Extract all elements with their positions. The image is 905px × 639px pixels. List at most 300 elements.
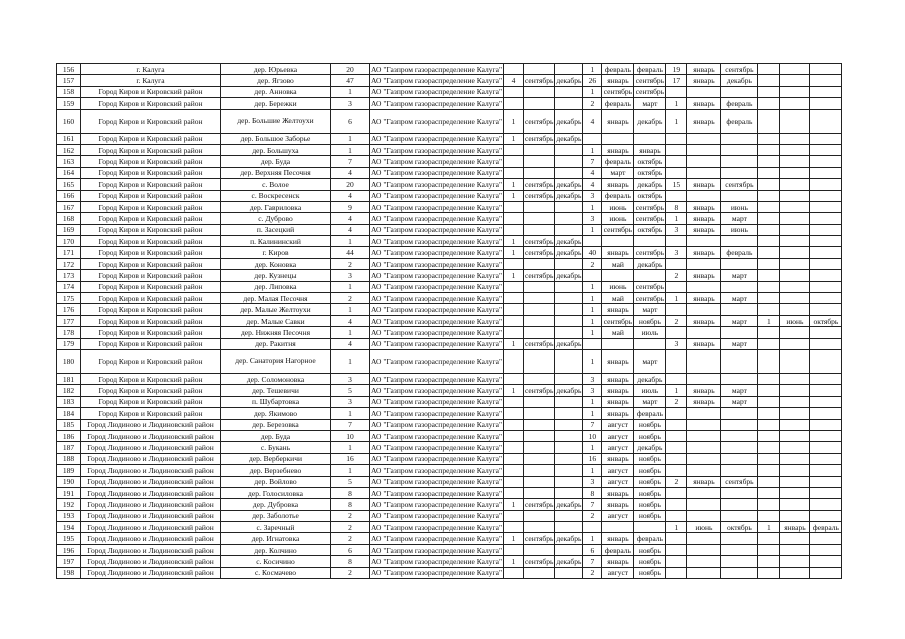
district-cell: Город Людиново и Людиновский район bbox=[81, 419, 221, 430]
s4-start-cell bbox=[780, 510, 810, 521]
s1-end-cell bbox=[555, 476, 583, 487]
s2-end-cell: декабрь bbox=[634, 373, 666, 384]
s3-end-cell bbox=[721, 190, 758, 201]
s2-start-cell: январь bbox=[602, 408, 634, 419]
table-row bbox=[57, 201, 842, 212]
s2-start-cell: январь bbox=[602, 499, 634, 510]
s1-start-cell: сентябрь bbox=[524, 109, 555, 133]
operator-cell: АО "Газпром газораспределение Калуга" bbox=[371, 157, 503, 167]
s2-start-cell: январь bbox=[602, 304, 634, 315]
s2-start-cell bbox=[602, 338, 634, 349]
s1-end-cell bbox=[555, 86, 583, 97]
s2-end-cell: ноябрь bbox=[634, 487, 666, 498]
s2-end-cell: март bbox=[634, 396, 666, 407]
s2-end-cell: март bbox=[634, 304, 666, 315]
s1-end-cell bbox=[555, 465, 583, 476]
s2-end-cell: ноябрь bbox=[634, 419, 666, 430]
s3-start-cell: январь bbox=[687, 75, 721, 86]
s3-end-cell bbox=[721, 567, 758, 578]
s3-qty-cell: 2 bbox=[666, 476, 687, 487]
s3-start-cell bbox=[687, 419, 721, 430]
operator-cell: АО "Газпром газораспределение Калуга" bbox=[371, 454, 503, 464]
s4-qty-cell bbox=[758, 487, 780, 498]
operator-cell: АО "Газпром газораспределение Калуга" bbox=[371, 522, 503, 532]
s2-start-cell: август bbox=[602, 510, 634, 521]
s3-qty-cell bbox=[666, 533, 687, 544]
s4-start-cell bbox=[780, 109, 810, 133]
district-cell: Город Людиново и Людиновский район bbox=[81, 499, 221, 510]
s1-end-cell: декабрь bbox=[556, 339, 582, 349]
s1-start-cell bbox=[524, 544, 555, 555]
s3-qty-cell bbox=[666, 544, 687, 555]
s3-start-cell: январь bbox=[687, 224, 721, 235]
s1-end-cell: декабрь bbox=[556, 179, 582, 189]
s2-end-cell: ноябрь bbox=[634, 430, 666, 441]
s4-end-cell bbox=[810, 109, 842, 133]
district-cell: г. Калуга bbox=[81, 64, 221, 75]
s3-end-cell: март bbox=[721, 270, 758, 281]
count-cell: 3 bbox=[331, 396, 370, 407]
count-cell: 20 bbox=[331, 64, 370, 75]
s1-start-cell bbox=[524, 442, 555, 453]
s2-qty-cell: 1 bbox=[583, 408, 602, 419]
count-cell: 1 bbox=[331, 349, 370, 373]
s1-end-cell bbox=[555, 156, 583, 167]
s1-qty-cell bbox=[504, 349, 524, 373]
district-cell: Город Киров и Кировский район bbox=[81, 156, 221, 167]
s1-start-cell: сентябрь bbox=[525, 386, 554, 396]
s2-start-cell: июнь bbox=[602, 281, 634, 292]
s3-qty-cell: 17 bbox=[666, 75, 687, 86]
s1-start-cell bbox=[524, 567, 555, 578]
s2-start-cell bbox=[602, 236, 634, 247]
table-row bbox=[57, 465, 842, 476]
operator-cell: АО "Газпром газораспределение Калуга" bbox=[371, 511, 503, 521]
district-cell: Город Киров и Кировский район bbox=[81, 109, 221, 133]
s3-qty-cell: 1 bbox=[666, 385, 687, 396]
s3-end-cell: март bbox=[721, 293, 758, 304]
s4-start-cell bbox=[780, 544, 810, 555]
operator-cell: АО "Газпром газораспределение Калуга" bbox=[371, 556, 503, 566]
count-cell: 1 bbox=[331, 442, 370, 453]
s2-start-cell: январь bbox=[602, 349, 634, 373]
count-cell: 3 bbox=[331, 373, 370, 384]
s1-start-cell: сентябрь bbox=[525, 339, 554, 349]
s2-start-cell: июнь bbox=[602, 213, 634, 224]
row-number: 198 bbox=[57, 567, 81, 578]
locality-cell: дер. Голосиловка bbox=[221, 487, 331, 498]
locality-cell: дер. Верзебнево bbox=[221, 465, 331, 476]
s3-start-cell: январь bbox=[687, 109, 721, 133]
locality-cell: дер. Гавриловка bbox=[221, 201, 331, 212]
s2-qty-cell: 3 bbox=[583, 190, 602, 201]
locality-cell: дер. Верхняя Песочня bbox=[221, 167, 331, 178]
s3-start-cell: январь bbox=[687, 201, 721, 212]
s2-start-cell: январь bbox=[602, 75, 634, 86]
s3-qty-cell: 1 bbox=[666, 109, 687, 133]
s4-start-cell bbox=[780, 419, 810, 430]
s4-start-cell: июнь bbox=[780, 315, 810, 326]
s3-qty-cell bbox=[666, 327, 687, 338]
s3-start-cell bbox=[687, 487, 721, 498]
s3-qty-cell: 1 bbox=[666, 213, 687, 224]
s1-qty-cell bbox=[504, 64, 524, 75]
s4-end-cell bbox=[810, 281, 842, 292]
operator-cell: АО "Газпром газораспределение Калуга" bbox=[371, 168, 503, 178]
s1-end-cell bbox=[555, 430, 583, 441]
count-cell: 2 bbox=[331, 293, 370, 304]
s2-qty-cell: 1 bbox=[583, 144, 602, 155]
table-row bbox=[57, 236, 842, 247]
s3-qty-cell: 2 bbox=[666, 315, 687, 326]
district-cell: Город Людиново и Людиновский район bbox=[81, 544, 221, 555]
s2-qty-cell bbox=[583, 133, 602, 144]
s1-end-cell bbox=[555, 567, 583, 578]
table-row bbox=[57, 567, 842, 578]
s3-start-cell: январь bbox=[687, 64, 721, 75]
count-cell: 1 bbox=[331, 86, 370, 97]
locality-cell: дер. Санатория Нагорное bbox=[221, 349, 331, 373]
s4-end-cell bbox=[810, 133, 842, 144]
s2-start-cell: январь bbox=[602, 487, 634, 498]
s4-qty-cell bbox=[758, 167, 780, 178]
s2-qty-cell: 3 bbox=[583, 213, 602, 224]
row-number: 158 bbox=[57, 86, 81, 97]
s1-qty-cell bbox=[504, 396, 524, 407]
count-cell: 4 bbox=[331, 315, 370, 326]
s2-qty-cell: 3 bbox=[583, 476, 602, 487]
s3-start-cell bbox=[687, 430, 721, 441]
s3-end-cell bbox=[721, 327, 758, 338]
s4-qty-cell bbox=[758, 133, 780, 144]
s3-end-cell: март bbox=[721, 385, 758, 396]
s2-end-cell: сентябрь bbox=[635, 76, 665, 86]
s2-start-cell: август bbox=[602, 567, 634, 578]
s2-start-cell: февраль bbox=[602, 544, 634, 555]
row-number: 190 bbox=[57, 476, 81, 487]
table-row bbox=[57, 64, 842, 75]
s1-end-cell bbox=[555, 396, 583, 407]
district-cell: Город Киров и Кировский район bbox=[81, 236, 221, 247]
count-cell: 7 bbox=[331, 419, 370, 430]
locality-cell: дер. Малые Савки bbox=[221, 315, 331, 326]
district-cell: Город Киров и Кировский район bbox=[81, 327, 221, 338]
row-number: 186 bbox=[57, 430, 81, 441]
s3-end-cell: февраль bbox=[721, 109, 758, 133]
s2-end-cell: февраль bbox=[634, 533, 666, 544]
row-number: 180 bbox=[57, 349, 81, 373]
locality-cell: дер. Коновка bbox=[221, 258, 331, 269]
s4-end-cell bbox=[810, 327, 842, 338]
s3-qty-cell bbox=[666, 86, 687, 97]
count-cell: 1 bbox=[331, 144, 370, 155]
s4-qty-cell bbox=[758, 293, 780, 304]
district-cell: Город Киров и Кировский район bbox=[81, 338, 221, 349]
locality-cell: дер. Верберкичи bbox=[221, 453, 331, 464]
operator-cell: АО "Газпром газораспределение Калуга" bbox=[371, 191, 503, 201]
s2-qty-cell: 1 bbox=[583, 442, 602, 453]
operator-cell: АО "Газпром газораспределение Калуга" bbox=[371, 397, 503, 407]
s4-end-cell bbox=[810, 465, 842, 476]
row-number: 175 bbox=[57, 293, 81, 304]
s1-qty-cell bbox=[504, 167, 524, 178]
s3-qty-cell bbox=[666, 156, 687, 167]
s2-qty-cell: 1 bbox=[583, 533, 602, 544]
operator-cell: АО "Газпром газораспределение Калуга" bbox=[371, 431, 503, 441]
s1-start-cell bbox=[524, 315, 555, 326]
s2-qty-cell: 2 bbox=[583, 510, 602, 521]
count-cell: 2 bbox=[331, 567, 370, 578]
s1-start-cell: сентябрь bbox=[525, 534, 554, 544]
s2-start-cell: май bbox=[602, 293, 634, 304]
operator-cell: АО "Газпром газораспределение Калуга" bbox=[371, 213, 503, 223]
s1-end-cell bbox=[555, 293, 583, 304]
s3-qty-cell bbox=[666, 167, 687, 178]
locality-cell: дер. Тешевичи bbox=[221, 385, 331, 396]
row-number: 188 bbox=[57, 453, 81, 464]
s2-end-cell: декабрь bbox=[634, 109, 666, 133]
s4-qty-cell bbox=[758, 533, 780, 544]
s4-qty-cell bbox=[758, 442, 780, 453]
s4-start-cell bbox=[780, 499, 810, 510]
locality-cell: г. Киров bbox=[221, 247, 331, 258]
district-cell: Город Киров и Кировский район bbox=[81, 408, 221, 419]
district-cell: Город Киров и Кировский район bbox=[81, 179, 221, 190]
operator-cell: АО "Газпром газораспределение Калуга" bbox=[371, 545, 503, 555]
s3-qty-cell: 1 bbox=[666, 98, 687, 109]
s2-qty-cell: 1 bbox=[583, 396, 602, 407]
s1-end-cell: декабрь bbox=[556, 534, 582, 544]
s4-start-cell bbox=[780, 396, 810, 407]
s2-end-cell bbox=[634, 522, 666, 533]
row-number: 183 bbox=[57, 396, 81, 407]
s4-start-cell bbox=[780, 270, 810, 281]
s4-end-cell bbox=[810, 349, 842, 373]
table-row bbox=[57, 556, 842, 567]
s3-qty-cell bbox=[666, 510, 687, 521]
table-row bbox=[57, 442, 842, 453]
s3-end-cell: февраль bbox=[721, 247, 758, 258]
operator-cell: АО "Газпром газораспределение Калуга" bbox=[370, 349, 504, 373]
s3-qty-cell bbox=[666, 442, 687, 453]
s2-qty-cell bbox=[583, 236, 602, 247]
s4-end-cell bbox=[810, 258, 842, 269]
s3-start-cell bbox=[687, 373, 721, 384]
s3-start-cell bbox=[687, 510, 721, 521]
locality-cell: дер. Юрьевка bbox=[221, 64, 331, 75]
s4-qty-cell bbox=[758, 304, 780, 315]
table-row bbox=[57, 190, 842, 201]
s1-qty-cell bbox=[504, 522, 524, 533]
district-cell: Город Людиново и Людиновский район bbox=[81, 476, 221, 487]
s1-start-cell: сентябрь bbox=[525, 179, 554, 189]
s3-end-cell bbox=[721, 408, 758, 419]
table-row bbox=[57, 98, 842, 109]
district-cell: Город Людиново и Людиновский район bbox=[81, 510, 221, 521]
s2-qty-cell: 4 bbox=[583, 109, 602, 133]
s3-qty-cell bbox=[666, 304, 687, 315]
s4-start-cell bbox=[780, 213, 810, 224]
table-row bbox=[57, 315, 842, 326]
s1-qty-cell: 4 bbox=[504, 75, 524, 86]
s1-qty-cell: 1 bbox=[504, 109, 524, 133]
s2-start-cell: март bbox=[602, 167, 634, 178]
s4-qty-cell bbox=[758, 430, 780, 441]
row-number: 185 bbox=[57, 419, 81, 430]
count-cell: 9 bbox=[331, 201, 370, 212]
s3-qty-cell: 1 bbox=[666, 293, 687, 304]
s2-start-cell: август bbox=[602, 442, 634, 453]
s1-start-cell: сентябрь bbox=[525, 556, 554, 566]
s1-start-cell bbox=[524, 64, 555, 75]
s1-start-cell bbox=[524, 258, 555, 269]
s3-end-cell bbox=[721, 281, 758, 292]
s1-end-cell bbox=[555, 64, 583, 75]
district-cell: Город Киров и Кировский район bbox=[81, 258, 221, 269]
count-cell: 2 bbox=[331, 510, 370, 521]
s4-qty-cell bbox=[758, 179, 780, 190]
s3-end-cell bbox=[721, 349, 758, 373]
s2-qty-cell: 3 bbox=[583, 385, 602, 396]
s2-end-cell: ноябрь bbox=[634, 544, 666, 555]
table-row bbox=[57, 453, 842, 464]
row-number: 165 bbox=[57, 179, 81, 190]
table-row bbox=[57, 338, 842, 349]
s2-qty-cell: 40 bbox=[583, 247, 602, 258]
s1-start-cell bbox=[524, 430, 555, 441]
operator-cell: АО "Газпром газораспределение Калуга" bbox=[371, 293, 503, 303]
s3-end-cell bbox=[721, 556, 758, 567]
s1-start-cell bbox=[524, 373, 555, 384]
row-number: 179 bbox=[57, 338, 81, 349]
schedule-table bbox=[56, 63, 842, 579]
s4-qty-cell bbox=[758, 510, 780, 521]
s2-start-cell: февраль bbox=[602, 190, 634, 201]
s4-qty-cell bbox=[758, 327, 780, 338]
s3-end-cell: март bbox=[721, 338, 758, 349]
s2-end-cell: ноябрь bbox=[634, 556, 666, 567]
operator-cell: АО "Газпром газораспределение Калуга" bbox=[371, 179, 503, 189]
operator-cell: АО "Газпром газораспределение Калуга" bbox=[371, 534, 503, 544]
district-cell: Город Киров и Кировский район bbox=[81, 247, 221, 258]
s2-end-cell bbox=[634, 338, 666, 349]
s3-start-cell bbox=[687, 133, 721, 144]
s3-end-cell bbox=[721, 510, 758, 521]
s4-start-cell bbox=[780, 133, 810, 144]
s4-end-cell bbox=[810, 408, 842, 419]
operator-cell: АО "Газпром газораспределение Калуга" bbox=[371, 568, 503, 578]
s2-end-cell: ноябрь bbox=[634, 315, 666, 326]
table-row bbox=[57, 373, 842, 384]
district-cell: Город Людиново и Людиновский район bbox=[81, 430, 221, 441]
s3-end-cell bbox=[721, 499, 758, 510]
s2-qty-cell: 4 bbox=[583, 179, 602, 190]
s4-qty-cell bbox=[758, 408, 780, 419]
operator-cell: АО "Газпром газораспределение Калуга" bbox=[371, 248, 503, 258]
s1-qty-cell: 1 bbox=[504, 338, 524, 349]
s4-start-cell bbox=[780, 385, 810, 396]
s2-start-cell: август bbox=[602, 419, 634, 430]
locality-cell: дер. Якимово bbox=[221, 408, 331, 419]
s4-start-cell bbox=[780, 465, 810, 476]
district-cell: Город Киров и Кировский район bbox=[81, 167, 221, 178]
s1-end-cell bbox=[555, 442, 583, 453]
s3-qty-cell: 3 bbox=[666, 338, 687, 349]
s2-qty-cell: 26 bbox=[583, 75, 602, 86]
s3-end-cell: июнь bbox=[721, 224, 758, 235]
locality-cell: с. Заречный bbox=[221, 522, 331, 533]
s3-start-cell bbox=[687, 465, 721, 476]
row-number: 159 bbox=[57, 98, 81, 109]
s4-end-cell bbox=[810, 556, 842, 567]
s4-qty-cell bbox=[758, 213, 780, 224]
s4-start-cell bbox=[780, 304, 810, 315]
row-number: 196 bbox=[57, 544, 81, 555]
s4-end-cell bbox=[810, 499, 842, 510]
s1-start-cell bbox=[524, 304, 555, 315]
s4-end-cell bbox=[810, 510, 842, 521]
s2-qty-cell: 16 bbox=[583, 453, 602, 464]
locality-cell: с. Косичино bbox=[221, 556, 331, 567]
table-row bbox=[57, 247, 842, 258]
s3-end-cell bbox=[721, 533, 758, 544]
s2-qty-cell: 7 bbox=[583, 556, 602, 567]
s2-end-cell: ноябрь bbox=[634, 476, 666, 487]
s1-start-cell bbox=[524, 327, 555, 338]
s1-end-cell bbox=[555, 258, 583, 269]
s1-end-cell: декабрь bbox=[556, 499, 582, 509]
s1-start-cell bbox=[524, 167, 555, 178]
s2-start-cell: январь bbox=[602, 533, 634, 544]
s4-start-cell bbox=[780, 293, 810, 304]
count-cell: 2 bbox=[331, 533, 370, 544]
s4-end-cell bbox=[810, 533, 842, 544]
s4-qty-cell bbox=[758, 373, 780, 384]
s3-qty-cell bbox=[666, 373, 687, 384]
locality-cell: п. Шубартовка bbox=[221, 396, 331, 407]
s3-qty-cell: 2 bbox=[666, 270, 687, 281]
s3-qty-cell bbox=[666, 281, 687, 292]
s4-end-cell bbox=[810, 293, 842, 304]
s3-end-cell: сентябрь bbox=[721, 179, 758, 190]
row-number: 166 bbox=[57, 190, 81, 201]
locality-cell: дер. Большое Заборье bbox=[221, 133, 331, 144]
locality-cell: дер. Липовка bbox=[221, 281, 331, 292]
s2-end-cell: сентябрь bbox=[635, 248, 665, 258]
s1-end-cell: декабрь bbox=[556, 76, 582, 86]
locality-cell: дер. Большие Желтоухи bbox=[221, 109, 331, 133]
s2-qty-cell: 6 bbox=[583, 544, 602, 555]
s1-end-cell bbox=[555, 144, 583, 155]
row-number: 173 bbox=[57, 270, 81, 281]
table-row bbox=[57, 179, 842, 190]
operator-cell: АО "Газпром газораспределение Калуга" bbox=[371, 202, 503, 212]
s4-qty-cell bbox=[758, 349, 780, 373]
locality-cell: дер. Соломоновка bbox=[221, 373, 331, 384]
s1-start-cell bbox=[524, 419, 555, 430]
s3-start-cell bbox=[687, 453, 721, 464]
s4-start-cell bbox=[780, 476, 810, 487]
district-cell: г. Калуга bbox=[81, 75, 221, 86]
s2-qty-cell: 2 bbox=[583, 567, 602, 578]
s4-qty-cell bbox=[758, 75, 780, 86]
s1-start-cell bbox=[524, 98, 555, 109]
s3-end-cell: март bbox=[721, 315, 758, 326]
operator-cell: АО "Газпром газораспределение Калуга" bbox=[371, 98, 503, 108]
s3-qty-cell: 2 bbox=[666, 396, 687, 407]
s4-end-cell: февраль bbox=[810, 522, 842, 533]
district-cell: Город Киров и Кировский район bbox=[81, 349, 221, 373]
